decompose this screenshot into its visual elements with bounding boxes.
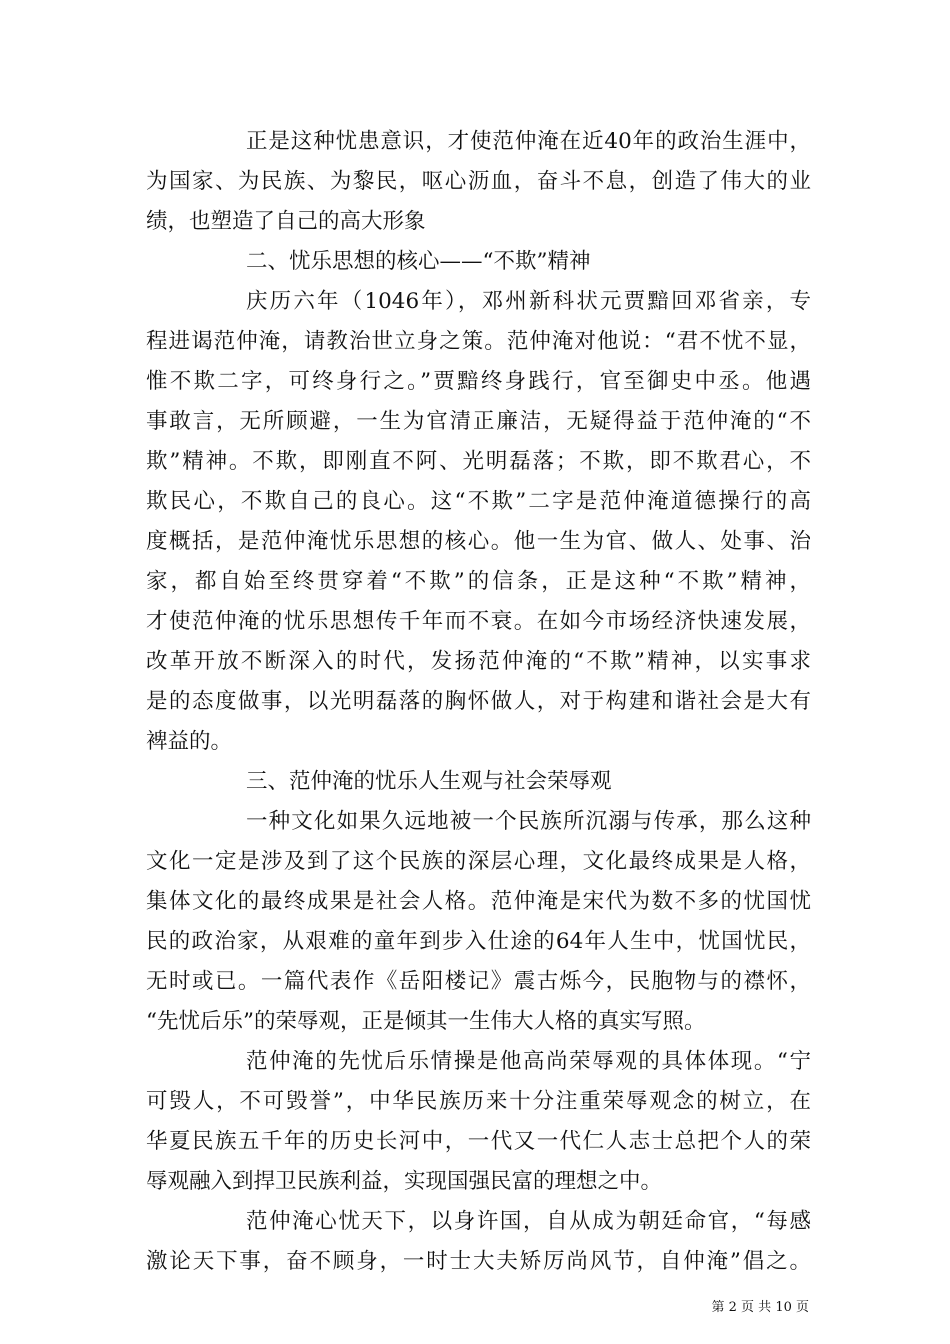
paragraph-line: 改革开放不断深入的时代，发扬范仲淹的“不欺”精神，以实事求 [146, 649, 811, 674]
paragraph-line: 一种文化如果久远地被一个民族所沉溺与传承，那么这种 [246, 809, 811, 834]
paragraph-line: 家，都自始至终贯穿着“不欺”的信条，正是这种“不欺”精神， [146, 569, 811, 594]
paragraph-line: 庆历六年（1046年），邓州新科状元贾黯回邓省亲，专 [246, 289, 811, 314]
paragraph-line: “先忧后乐”的荣辱观，正是倾其一生伟大人格的真实写照。 [146, 1009, 706, 1034]
paragraph-line: 可毁人，不可毁誉”，中华民族历来十分注重荣辱观念的树立，在 [146, 1089, 811, 1114]
paragraph-line: 正是这种忧患意识，才使范仲淹在近40年的政治生涯中， [246, 129, 811, 154]
paragraph-line: 事敢言，无所顾避，一生为官清正廉洁，无疑得益于范仲淹的“不 [146, 409, 811, 434]
section-heading: 三、范仲淹的忧乐人生观与社会荣辱观 [246, 769, 612, 794]
paragraph-line: 裨益的。 [146, 729, 233, 754]
section-heading: 二、忧乐思想的核心——“不欺”精神 [246, 249, 591, 274]
paragraph-line: 文化一定是涉及到了这个民族的深层心理，文化最终成果是人格， [146, 849, 811, 874]
paragraph-line: 惟不欺二字，可终身行之。”贾黯终身践行，官至御史中丞。他遇 [146, 369, 811, 394]
paragraph-line: 范仲淹心忧天下，以身许国，自从成为朝廷命官，“每感 [246, 1209, 811, 1234]
paragraph-line: 华夏民族五千年的历史长河中，一代又一代仁人志士总把个人的荣 [146, 1129, 811, 1154]
paragraph-line: 欺”精神。不欺，即刚直不阿、光明磊落；不欺，即不欺君心，不 [146, 449, 811, 474]
paragraph-line: 民的政治家，从艰难的童年到步入仕途的64年人生中，忧国忧民， [146, 929, 811, 954]
paragraph-line: 欺民心，不欺自己的良心。这“不欺”二字是范仲淹道德操行的高 [146, 489, 811, 514]
paragraph-line: 绩，也塑造了自己的高大形象 [146, 209, 426, 234]
paragraph-line: 程进谒范仲淹，请教治世立身之策。范仲淹对他说：“君不忧不显， [146, 329, 811, 354]
paragraph-line: 范仲淹的先忧后乐情操是他高尚荣辱观的具体体现。“宁 [246, 1049, 811, 1074]
paragraph-line: 是的态度做事，以光明磊落的胸怀做人，对于构建和谐社会是大有 [146, 689, 811, 714]
page-number-footer: 第 2 页 共 10 页 [711, 1300, 809, 1315]
paragraph-line: 为国家、为民族、为黎民，呕心沥血，奋斗不息，创造了伟大的业 [146, 169, 811, 194]
paragraph-line: 辱观融入到捍卫民族利益，实现国强民富的理想之中。 [146, 1169, 663, 1194]
paragraph-line: 度概括，是范仲淹忧乐思想的核心。他一生为官、做人、处事、治 [146, 529, 811, 554]
paragraph-line: 无时或已。一篇代表作《岳阳楼记》震古烁今，民胞物与的襟怀， [146, 969, 811, 994]
paragraph-line: 才使范仲淹的忧乐思想传千年而不衰。在如今市场经济快速发展， [146, 609, 811, 634]
paragraph-line: 激论天下事，奋不顾身，一时士大夫矫厉尚风节，自仲淹”倡之。 [146, 1249, 811, 1274]
paragraph-line: 集体文化的最终成果是社会人格。范仲淹是宋代为数不多的忧国忧 [146, 889, 811, 914]
